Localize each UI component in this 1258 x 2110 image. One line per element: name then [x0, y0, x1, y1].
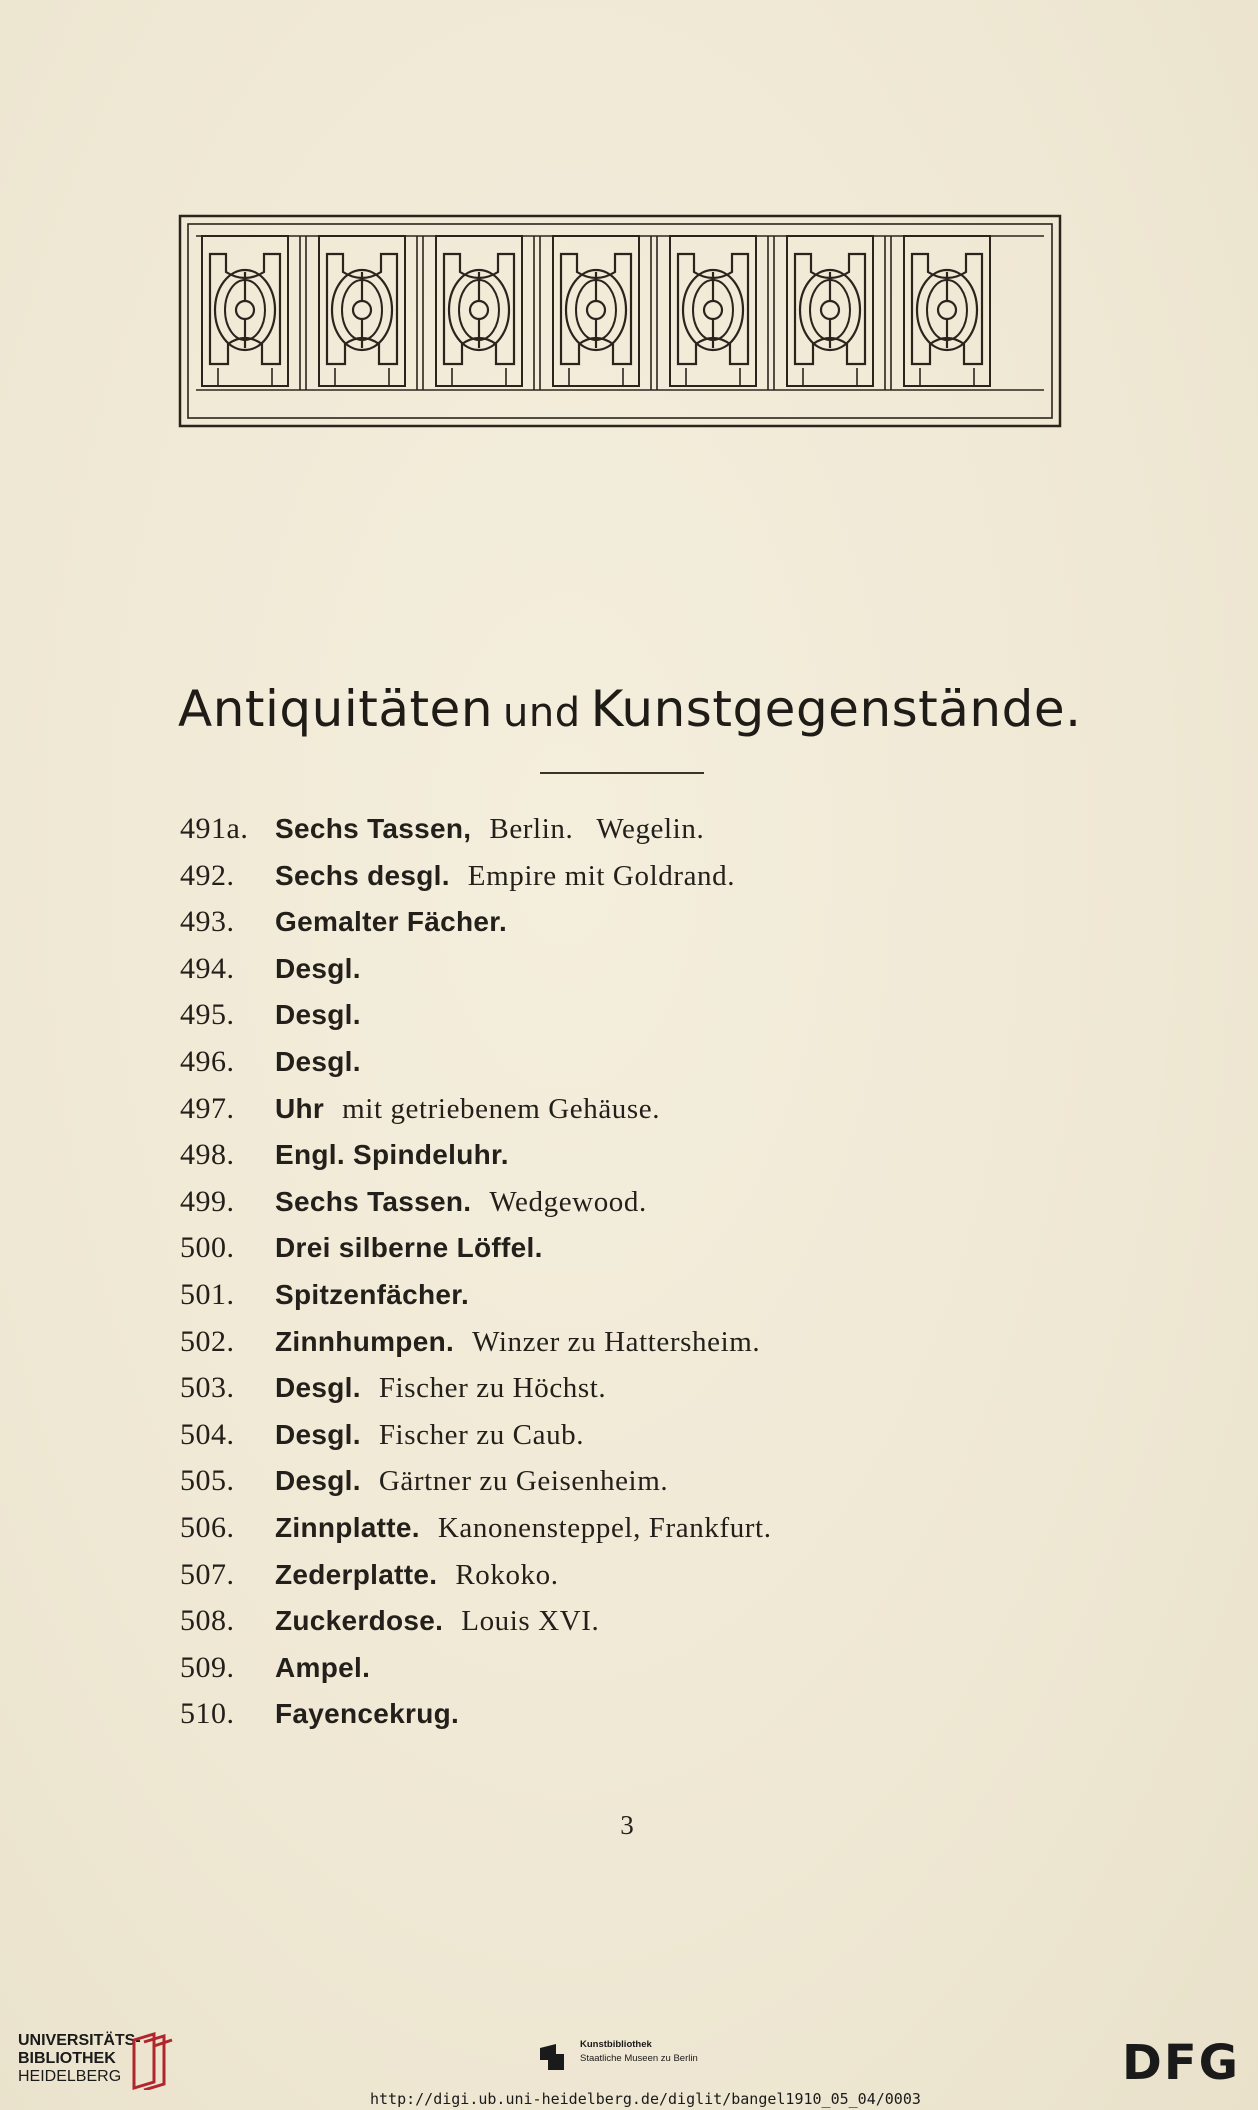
footer-bar	[0, 2020, 1258, 2110]
list-item	[180, 998, 1080, 1045]
entry-description: Rokoko.	[455, 1558, 559, 1591]
entry-description: Kanonensteppel, Frankfurt.	[437, 1511, 772, 1544]
entry-name: Desgl.	[275, 999, 361, 1031]
list-item	[180, 1278, 1080, 1325]
list-item	[180, 1464, 1080, 1511]
list-item	[180, 812, 1080, 859]
entry-name: Desgl.	[275, 1465, 361, 1497]
entry-name: Zinnhumpen.	[275, 1325, 455, 1357]
entry-number: 507.	[180, 1557, 235, 1591]
list-item	[180, 952, 1080, 999]
list-item	[180, 1604, 1080, 1651]
entry-description: Fischer zu Höchst.	[378, 1372, 607, 1405]
entry-name: Sechs Tassen,	[275, 813, 472, 844]
list-item	[180, 1511, 1080, 1558]
entry-number: 505.	[180, 1464, 235, 1498]
entry-number: 492.	[180, 858, 235, 892]
entry-name: Drei silberne Löffel.	[275, 1232, 543, 1264]
entry-description: Empire mit Goldrand.	[467, 859, 736, 892]
entry-number: 506.	[180, 1510, 235, 1544]
list-item	[180, 1558, 1080, 1605]
entry-number: 503.	[180, 1371, 235, 1405]
entry-name: Zinnplatte.	[275, 1511, 420, 1543]
kunstbibliothek-logo[interactable]	[580, 2038, 698, 2066]
entry-name: Zuckerdose.	[275, 1605, 444, 1637]
entry-number: 491a.	[180, 812, 249, 845]
entry-description: Louis XVI.	[461, 1605, 600, 1638]
title-part-2: und	[503, 690, 581, 736]
entry-name: Sechs Tassen.	[275, 1185, 472, 1217]
university-library-logo[interactable]	[18, 2032, 141, 2086]
list-item	[180, 1231, 1080, 1278]
entry-number: 504.	[180, 1417, 235, 1451]
entry-description: Gärtner zu Geisenheim.	[378, 1465, 669, 1498]
title-rule	[540, 772, 704, 774]
list-item	[180, 1185, 1080, 1232]
entry-name: Desgl.	[275, 952, 361, 984]
entry-name: Engl. Spindeluhr.	[275, 1139, 509, 1171]
entry-name: Fayencekrug.	[275, 1698, 460, 1730]
permalink-url[interactable]: http://digi.ub.uni-heidelberg.de/diglit/bangel1910_05_04/0003	[370, 2090, 921, 2108]
ub-line-1: UNIVERSITÄTS-	[18, 2032, 141, 2049]
entry-name: Desgl.	[275, 1418, 361, 1450]
entry-name: Spitzenfächer.	[275, 1278, 470, 1310]
list-item	[180, 1138, 1080, 1185]
entry-description: Wedgewood.	[489, 1185, 647, 1218]
list-item	[180, 1325, 1080, 1372]
entry-name: Ampel.	[275, 1651, 371, 1683]
entry-description: Fischer zu Caub.	[378, 1418, 585, 1451]
kb-line-2: Staatliche Museen zu Berlin	[580, 2053, 698, 2064]
entry-number: 500.	[180, 1231, 235, 1265]
page-title	[178, 680, 1082, 738]
entry-number: 493.	[180, 905, 235, 939]
list-item	[180, 1697, 1080, 1744]
entry-number: 497.	[180, 1091, 235, 1125]
ub-line-3: HEIDELBERG	[18, 2068, 122, 2085]
entry-number: 508.	[180, 1604, 235, 1638]
kb-line-1: Kunstbibliothek	[580, 2039, 652, 2050]
entry-name: Uhr	[275, 1092, 325, 1124]
entry-number: 494.	[180, 951, 235, 985]
ornamental-frieze	[178, 214, 1062, 428]
entry-number: 502.	[180, 1324, 235, 1358]
entry-description: Berlin. Wegelin.	[489, 813, 705, 845]
kunstbibliothek-logo-icon	[538, 2042, 566, 2072]
dfg-logo[interactable]: DFG	[1122, 2035, 1241, 2091]
entry-number: 495.	[180, 998, 235, 1032]
entry-number: 496.	[180, 1044, 235, 1078]
entry-name: Sechs desgl.	[275, 859, 450, 891]
entry-name: Gemalter Fächer.	[275, 906, 508, 938]
ub-line-2: BIBLIOTHEK	[18, 2050, 116, 2067]
library-books-icon	[128, 2032, 174, 2090]
entry-name: Desgl.	[275, 1045, 361, 1077]
list-item	[180, 1418, 1080, 1465]
entry-number: 498.	[180, 1138, 235, 1172]
list-item	[180, 905, 1080, 952]
title-part-1: Antiquitäten	[178, 680, 494, 738]
page-number: 3	[620, 1810, 634, 1840]
list-item	[180, 1045, 1080, 1092]
list-item	[180, 859, 1080, 906]
entry-name: Desgl.	[275, 1372, 361, 1404]
entry-description: Winzer zu Hattersheim.	[472, 1325, 761, 1358]
list-item	[180, 1371, 1080, 1418]
entry-number: 509.	[180, 1650, 235, 1684]
entry-description: mit getriebenem Gehäuse.	[342, 1092, 661, 1125]
title-part-3: Kunstgegenstände.	[590, 680, 1082, 738]
entry-number: 501.	[180, 1277, 235, 1311]
entry-name: Zederplatte.	[275, 1558, 438, 1590]
entry-number: 510.	[180, 1697, 235, 1731]
entry-number: 499.	[180, 1184, 235, 1218]
list-item	[180, 1092, 1080, 1139]
list-item	[180, 1651, 1080, 1698]
catalog-list	[180, 812, 1080, 1744]
